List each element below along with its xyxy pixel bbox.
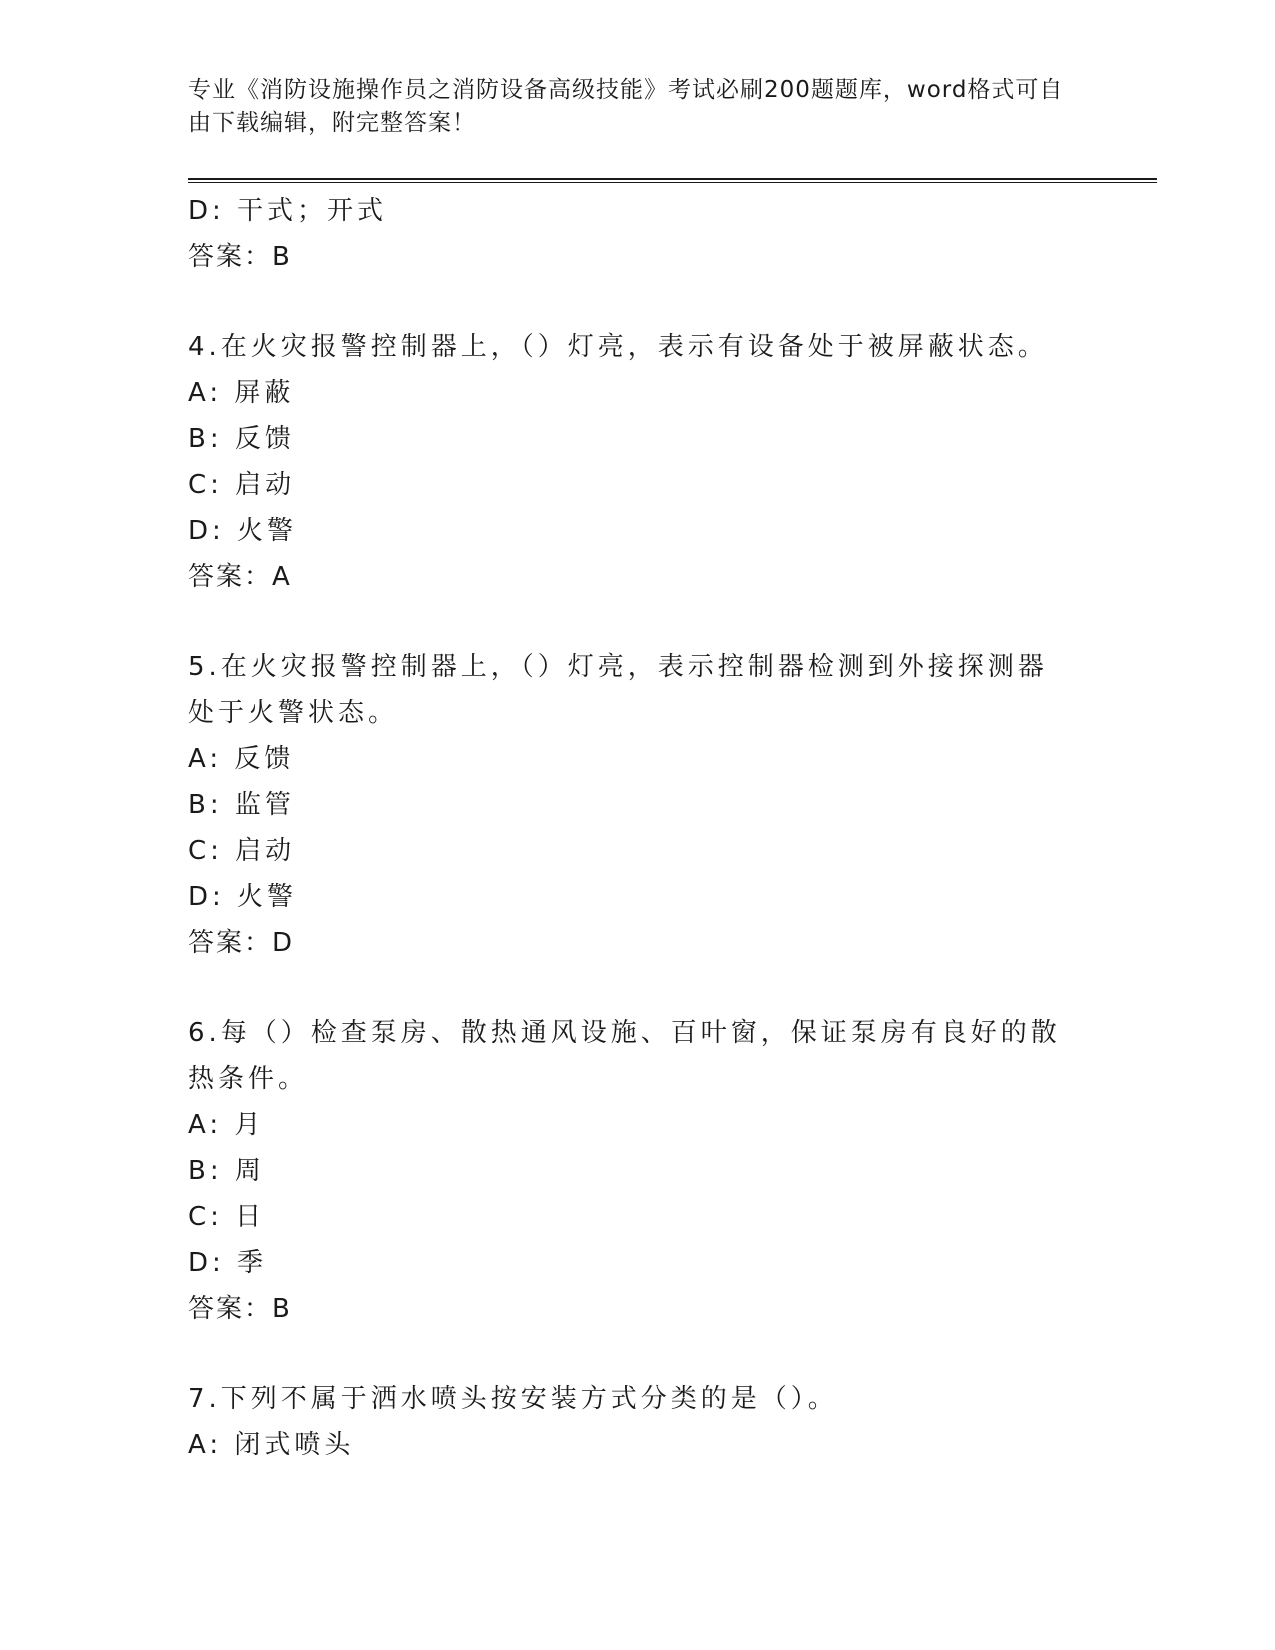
option-b: B: 反馈 xyxy=(188,424,295,454)
option-c: C: 日 xyxy=(188,1202,266,1232)
answer: 答案：A xyxy=(188,562,292,592)
option-a: A: 闭式喷头 xyxy=(188,1430,355,1460)
option-a: A: 反馈 xyxy=(188,744,295,774)
answer: 答案：B xyxy=(188,1294,292,1324)
option-d: D: 季 xyxy=(188,1248,268,1278)
header-divider xyxy=(188,178,1157,183)
option-d: D: 火警 xyxy=(188,516,298,546)
answer: 答案：B xyxy=(188,242,292,272)
question-7 xyxy=(188,1376,1068,1468)
prev-question-tail xyxy=(188,188,1068,280)
question-stem: 4.在火灾报警控制器上，（）灯亮，表示有设备处于被屏蔽状态。 xyxy=(188,332,1048,362)
question-6 xyxy=(188,1010,1068,1332)
question-stem: 7.下列不属于洒水喷头按安装方式分类的是（）。 xyxy=(188,1384,838,1414)
option-a: A: 屏蔽 xyxy=(188,378,295,408)
option-b: B: 周 xyxy=(188,1156,265,1186)
answer: 答案：D xyxy=(188,928,295,958)
option-a: A: 月 xyxy=(188,1110,265,1140)
document-header: 专业《消防设施操作员之消防设备高级技能》考试必刷200题题库，word格式可自由下载编辑，附完整答案！ xyxy=(188,77,1064,136)
option-b: B: 监管 xyxy=(188,790,295,820)
question-list xyxy=(188,188,1068,1468)
question-5 xyxy=(188,644,1068,966)
option-d: D: 干式；开式 xyxy=(188,196,388,226)
option-c: C: 启动 xyxy=(188,836,296,866)
option-d: D: 火警 xyxy=(188,882,298,912)
question-4 xyxy=(188,324,1068,600)
question-stem: 6.每（）检查泵房、散热通风设施、百叶窗，保证泵房有良好的散热条件。 xyxy=(188,1018,1061,1094)
question-stem: 5.在火灾报警控制器上，（）灯亮，表示控制器检测到外接探测器处于火警状态。 xyxy=(188,652,1048,728)
option-c: C: 启动 xyxy=(188,470,296,500)
